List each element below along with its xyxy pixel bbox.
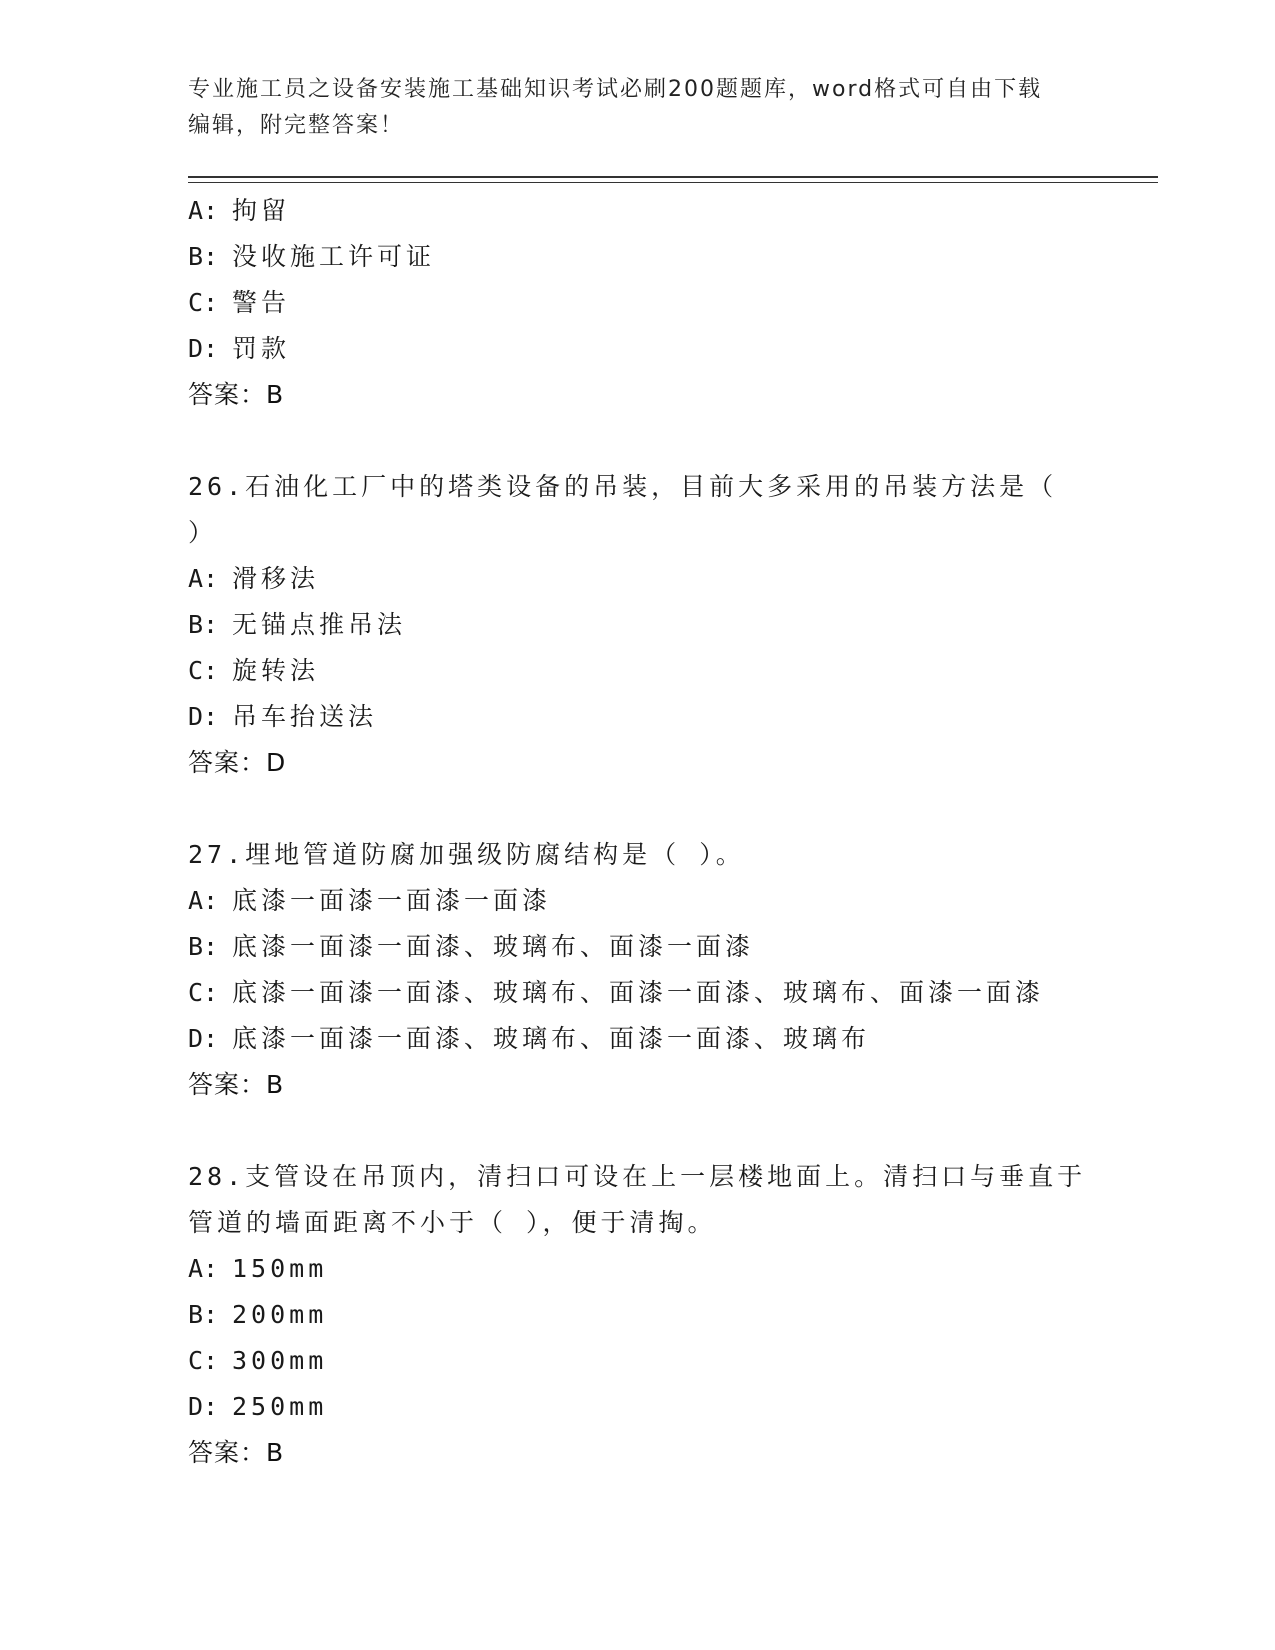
option-letter: C: [188,288,219,317]
option-d [188,1384,1088,1430]
option-letter: A: [188,564,219,593]
option-letter: D: [188,1392,219,1421]
option-a [188,556,1088,602]
answer-line: 答案：B [188,1438,285,1467]
question-spacer [188,786,1088,832]
header-divider-thick [188,176,1158,178]
option-letter: B: [188,242,219,271]
option-letter: D: [188,702,219,731]
option-a [188,188,1088,234]
option-letter: D: [188,1024,219,1053]
question-stem-line-1: 27.埋地管道防腐加强级防腐结构是（ ）。 [188,840,745,869]
option-text: 150mm [232,1254,328,1283]
option-letter: A: [188,1254,219,1283]
option-text: 200mm [232,1300,328,1329]
option-letter: A: [188,196,219,225]
option-text: 没收施工许可证 [232,242,436,271]
option-letter: D: [188,334,219,363]
option-text: 300mm [232,1346,328,1375]
question-stem-line-1: 26.石油化工厂中的塔类设备的吊装，目前大多采用的吊装方法是（ [188,472,1058,501]
question-stem-line-1: 28.支管设在吊顶内，清扫口可设在上一层楼地面上。清扫口与垂直于 [188,1162,1087,1191]
answer-line: 答案：D [188,748,287,777]
question-stem-line-2: 管道的墙面距离不小于（ ），便于清掏。 [188,1208,717,1237]
option-letter: B: [188,1300,219,1329]
option-letter: C: [188,656,219,685]
option-text: 拘留 [232,196,291,225]
option-a [188,878,1088,924]
option-b [188,1292,1088,1338]
option-text: 底漆一面漆一面漆、玻璃布、面漆一面漆、玻璃布 [232,1024,871,1053]
option-d [188,694,1088,740]
option-d [188,1016,1088,1062]
header-divider-thin [188,182,1158,183]
question-28 [188,1154,1088,1476]
question-list [188,188,1088,1476]
option-text: 无锚点推吊法 [232,610,407,639]
option-b [188,924,1088,970]
option-letter: B: [188,610,219,639]
answer-line: 答案：B [188,1070,285,1099]
option-a [188,1246,1088,1292]
option-letter: B: [188,932,219,961]
option-c [188,280,1088,326]
option-b [188,234,1088,280]
option-c [188,970,1088,1016]
option-text: 吊车抬送法 [232,702,378,731]
question-spacer [188,418,1088,464]
option-d [188,326,1088,372]
option-text: 底漆一面漆一面漆、玻璃布、面漆一面漆 [232,932,755,961]
question-spacer [188,1108,1088,1154]
answer-line: 答案：B [188,380,285,409]
option-text: 底漆一面漆一面漆一面漆 [232,886,552,915]
question-26 [188,464,1088,786]
option-text: 底漆一面漆一面漆、玻璃布、面漆一面漆、玻璃布、面漆一面漆 [232,978,1045,1007]
option-c [188,648,1088,694]
option-text: 滑移法 [232,564,320,593]
option-text: 警告 [232,288,291,317]
option-text: 旋转法 [232,656,320,685]
option-letter: A: [188,886,219,915]
option-text: 罚款 [232,334,291,363]
header-line-1: 专业施工员之设备安装施工基础知识考试必刷200题题库，word格式可自由下载 [188,77,1043,102]
question-25 [188,188,1088,418]
document-header [188,72,1088,144]
header-line-2: 编辑，附完整答案！ [188,113,405,138]
question-27 [188,832,1088,1108]
option-b [188,602,1088,648]
option-letter: C: [188,1346,219,1375]
option-c [188,1338,1088,1384]
option-text: 250mm [232,1392,328,1421]
option-letter: C: [188,978,219,1007]
question-stem-line-2: ） [188,518,218,547]
